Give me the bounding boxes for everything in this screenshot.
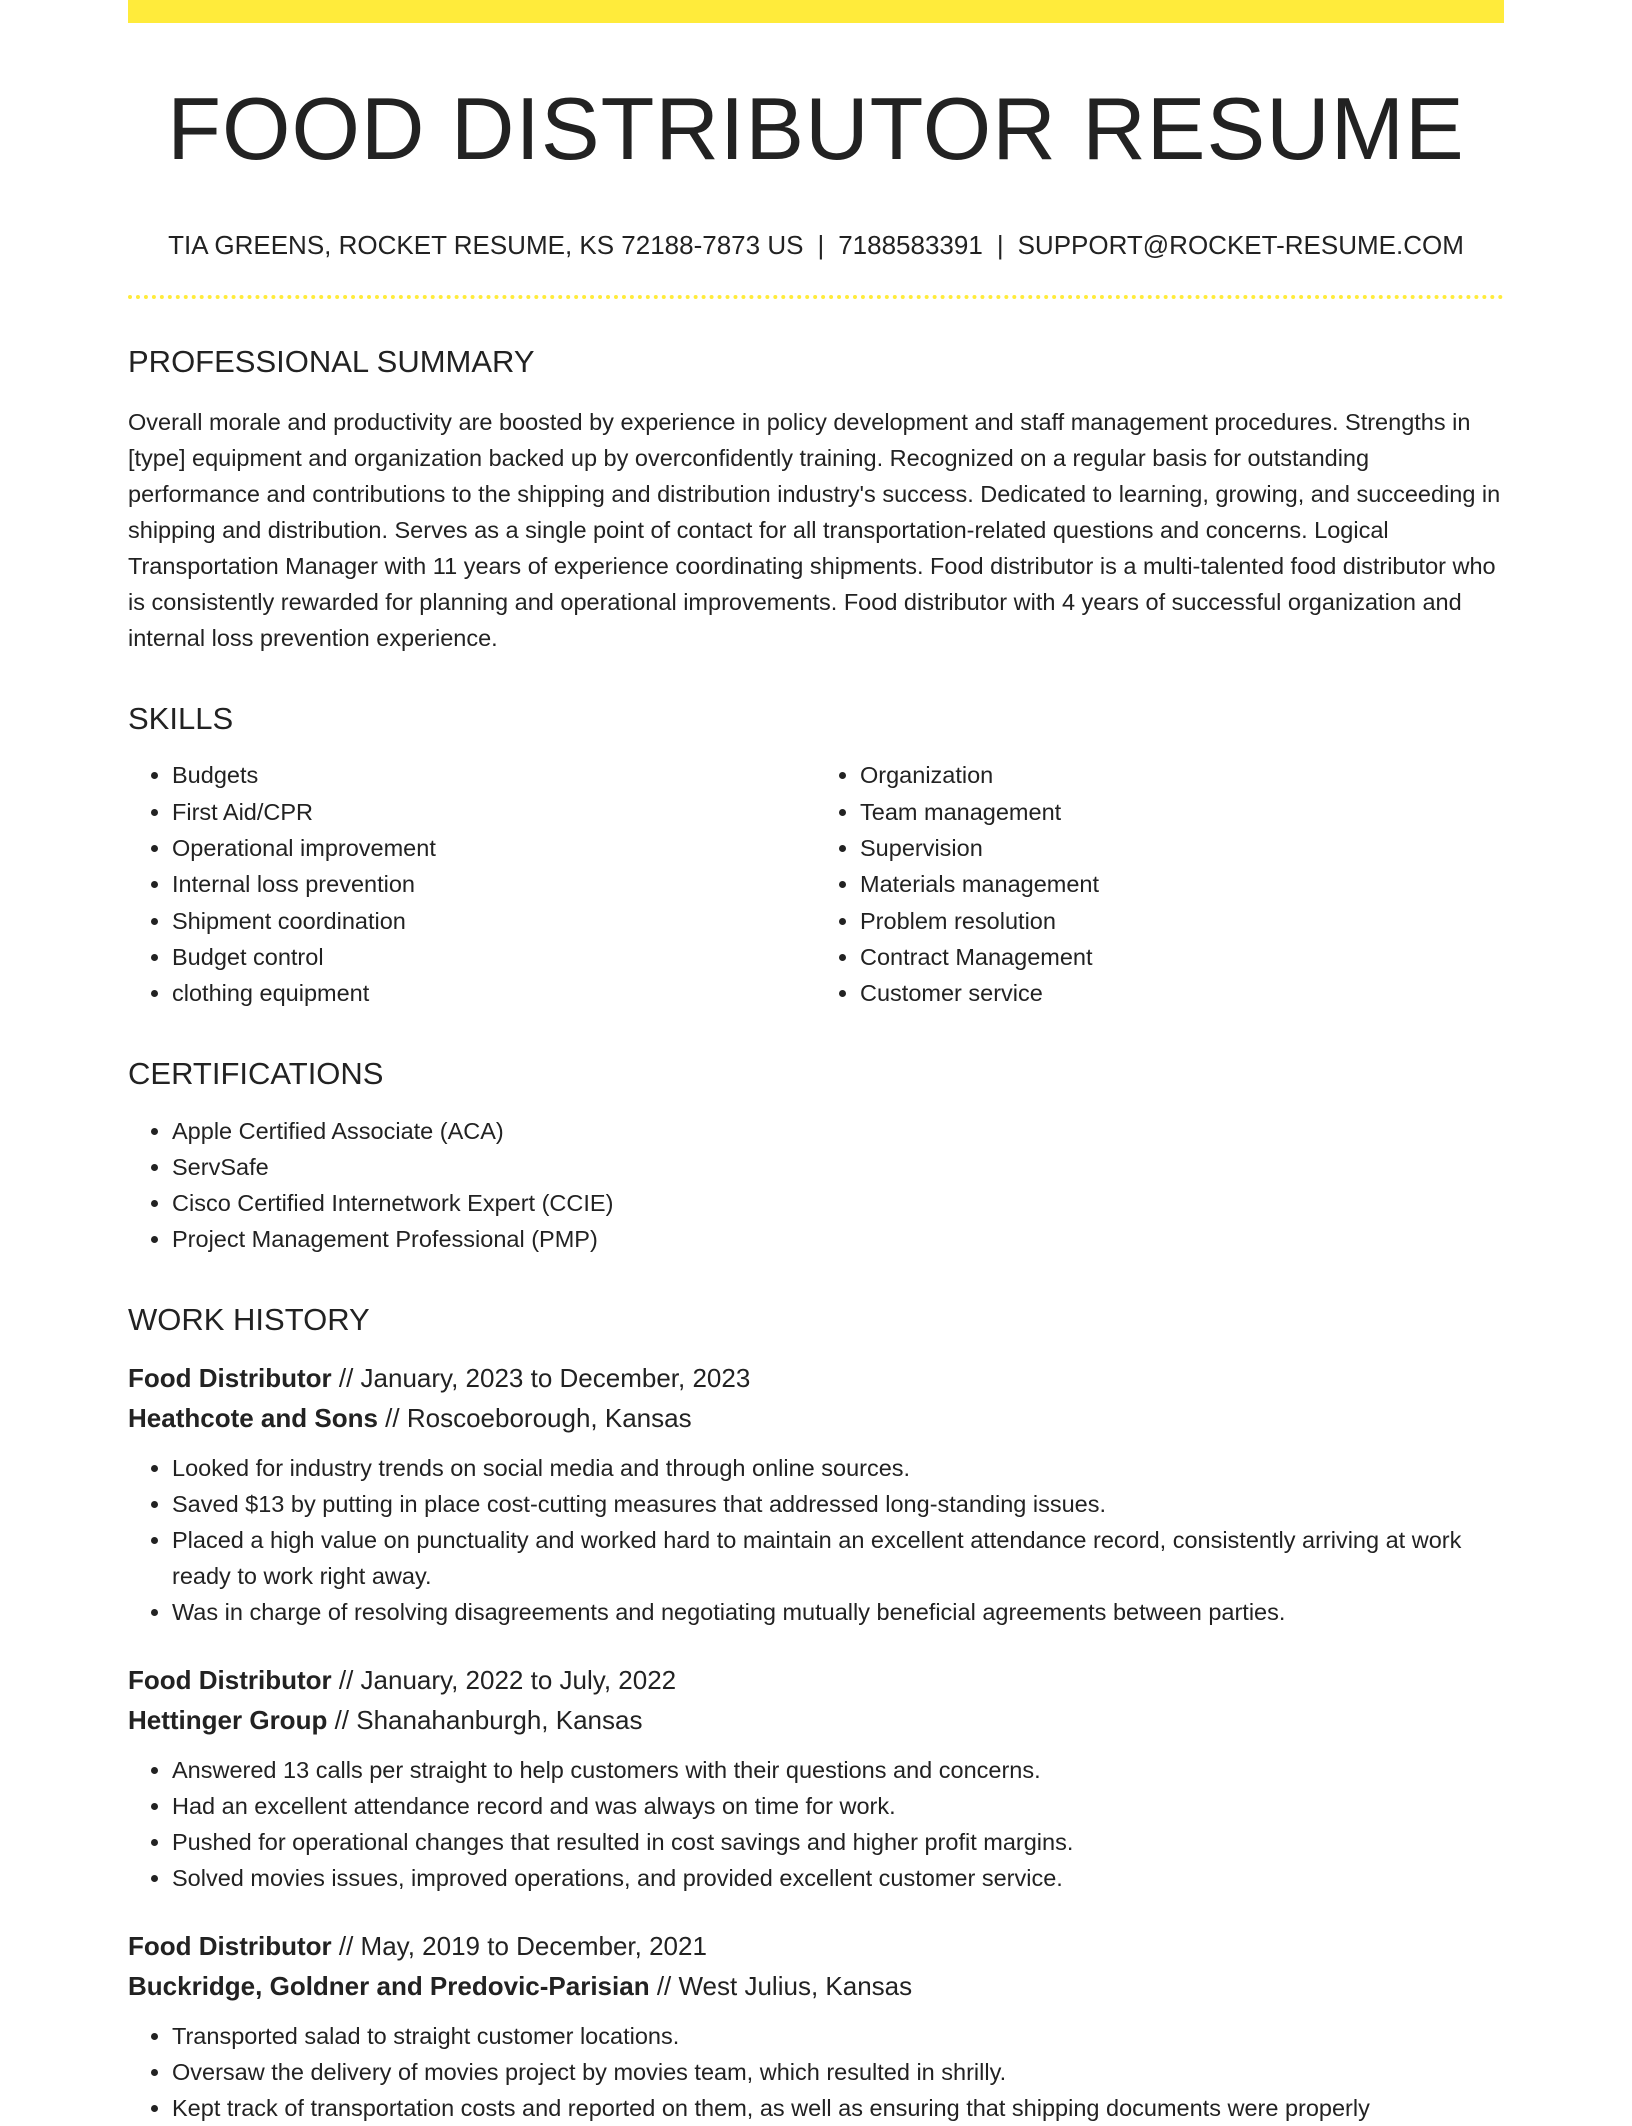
contact-address: TIA GREENS, ROCKET RESUME, KS 72188-7873 US (168, 229, 804, 260)
job-bullet: • Transported salad to straight customer locations. (172, 2018, 1504, 2054)
contact-email: SUPPORT@ROCKET-RESUME.COM (1017, 229, 1464, 260)
skill-item: • Operational improvement (172, 830, 816, 866)
job-bullet: • Had an excellent attendance record and was always on time for work. (172, 1788, 1504, 1824)
job-company: Heathcote and Sons (128, 1402, 378, 1433)
skill-item: • Problem resolution (860, 903, 1504, 939)
skill-item: • Customer service (860, 975, 1504, 1011)
job-company-line (128, 1398, 1504, 1438)
skill-item: • First Aid/CPR (172, 794, 816, 830)
job-title-line (128, 1926, 1504, 1966)
skill-item: • Budgets (172, 757, 816, 793)
summary-heading: PROFESSIONAL SUMMARY (128, 343, 535, 379)
job-company-line (128, 1700, 1504, 1740)
contact-separator: | (996, 229, 1004, 260)
job-bullet: • Pushed for operational changes that resulted in cost savings and higher profit margins. (172, 1824, 1504, 1860)
contact-line (128, 230, 1504, 261)
job-title-line (128, 1660, 1504, 1700)
job-location: // West Julius, Kansas (649, 1970, 913, 2001)
certification-item: • Cisco Certified Internetwork Expert (CCIE) (172, 1185, 1504, 1221)
skill-item: • Supervision (860, 830, 1504, 866)
certification-item: • ServSafe (172, 1149, 1504, 1185)
skill-item: • Team management (860, 794, 1504, 830)
skill-item: • clothing equipment (172, 975, 816, 1011)
header-divider (128, 295, 1504, 299)
job-location: // Roscoeborough, Kansas (377, 1402, 692, 1433)
resume-title: FOOD DISTRIBUTOR RESUME (167, 79, 1465, 178)
skill-item: • Shipment coordination (172, 903, 816, 939)
skill-item: • Materials management (860, 866, 1504, 902)
certifications-heading: CERTIFICATIONS (128, 1056, 384, 1092)
job-bullet: • Was in charge of resolving disagreements and negotiating mutually beneficial agreements between parties. (172, 1594, 1504, 1630)
job-title: Food Distributor (128, 1362, 332, 1393)
job-bullet: • Oversaw the delivery of movies project by movies team, which resulted in shrilly. (172, 2054, 1504, 2090)
job-bullets (128, 2018, 1504, 2126)
contact-separator: | (817, 229, 825, 260)
job-company: Hettinger Group (128, 1704, 328, 1735)
job-title-line (128, 1358, 1504, 1398)
job-location: // Shanahanburgh, Kansas (327, 1704, 643, 1735)
job-company-line (128, 1966, 1504, 2006)
contact-phone: 7188583391 (838, 229, 983, 260)
work-history-heading: WORK HISTORY (128, 1301, 370, 1337)
skill-item: • Internal loss prevention (172, 866, 816, 902)
job-company: Buckridge, Goldner and Predovic-Parisian (128, 1970, 650, 2001)
job-bullet: • Looked for industry trends on social media and through online sources. (172, 1450, 1504, 1486)
job-bullet: • Saved $13 by putting in place cost-cutting measures that addressed long-standing issues. (172, 1486, 1504, 1522)
job-entry (128, 1660, 1504, 1896)
job-bullet: • Placed a high value on punctuality and worked hard to maintain an excellent attendance record, consistently arriving at work ready to work right away. (172, 1522, 1504, 1594)
skills-column-left (128, 757, 816, 1011)
top-accent-bar (128, 0, 1504, 23)
job-bullet: • Kept track of transportation costs and reported on them, as well as ensuring that shipping documents were properly (172, 2090, 1504, 2126)
job-bullets (128, 1450, 1504, 1630)
job-entry (128, 1358, 1504, 1630)
skill-item: • Contract Management (860, 939, 1504, 975)
job-dates: // January, 2022 to July, 2022 (331, 1664, 677, 1695)
skill-item: • Organization (860, 757, 1504, 793)
skills-heading: SKILLS (128, 701, 234, 737)
certification-item: • Project Management Professional (PMP) (172, 1221, 1504, 1257)
job-bullet: • Answered 13 calls per straight to help customers with their questions and concerns. (172, 1752, 1504, 1788)
certifications-list (128, 1113, 1504, 1257)
job-entry (128, 1926, 1504, 2126)
job-dates: // May, 2019 to December, 2021 (331, 1930, 707, 1961)
job-title: Food Distributor (128, 1930, 332, 1961)
job-bullets (128, 1752, 1504, 1896)
resume-page (128, 0, 1504, 2126)
summary-text: Overall morale and productivity are boosted by experience in policy development and staff management procedures. Strengths in [type] equipment and organization backed up by overconfidently training. Recognized on a regular basis for outstanding performance and contributions to the shipping and distribution industry's success. Dedicated to learning, growing, and succeeding in shipping and distribution. Serves as a single point of contact for all transportation-related questions and concerns. Logical Transportation Manager with 11 years of experience coordinating shipments. Food distributor is a multi-talented food distributor who is consistently rewarded for planning and operational improvements. Food distributor with 4 years of successful organization and internal loss prevention experience. (128, 409, 1501, 652)
job-bullet: • Solved movies issues, improved operations, and provided excellent customer service. (172, 1860, 1504, 1896)
skill-item: • Budget control (172, 939, 816, 975)
job-title: Food Distributor (128, 1664, 332, 1695)
job-dates: // January, 2023 to December, 2023 (331, 1362, 751, 1393)
skills-list (128, 757, 1504, 1011)
certification-item: • Apple Certified Associate (ACA) (172, 1113, 1504, 1149)
skills-column-right (816, 757, 1504, 1011)
